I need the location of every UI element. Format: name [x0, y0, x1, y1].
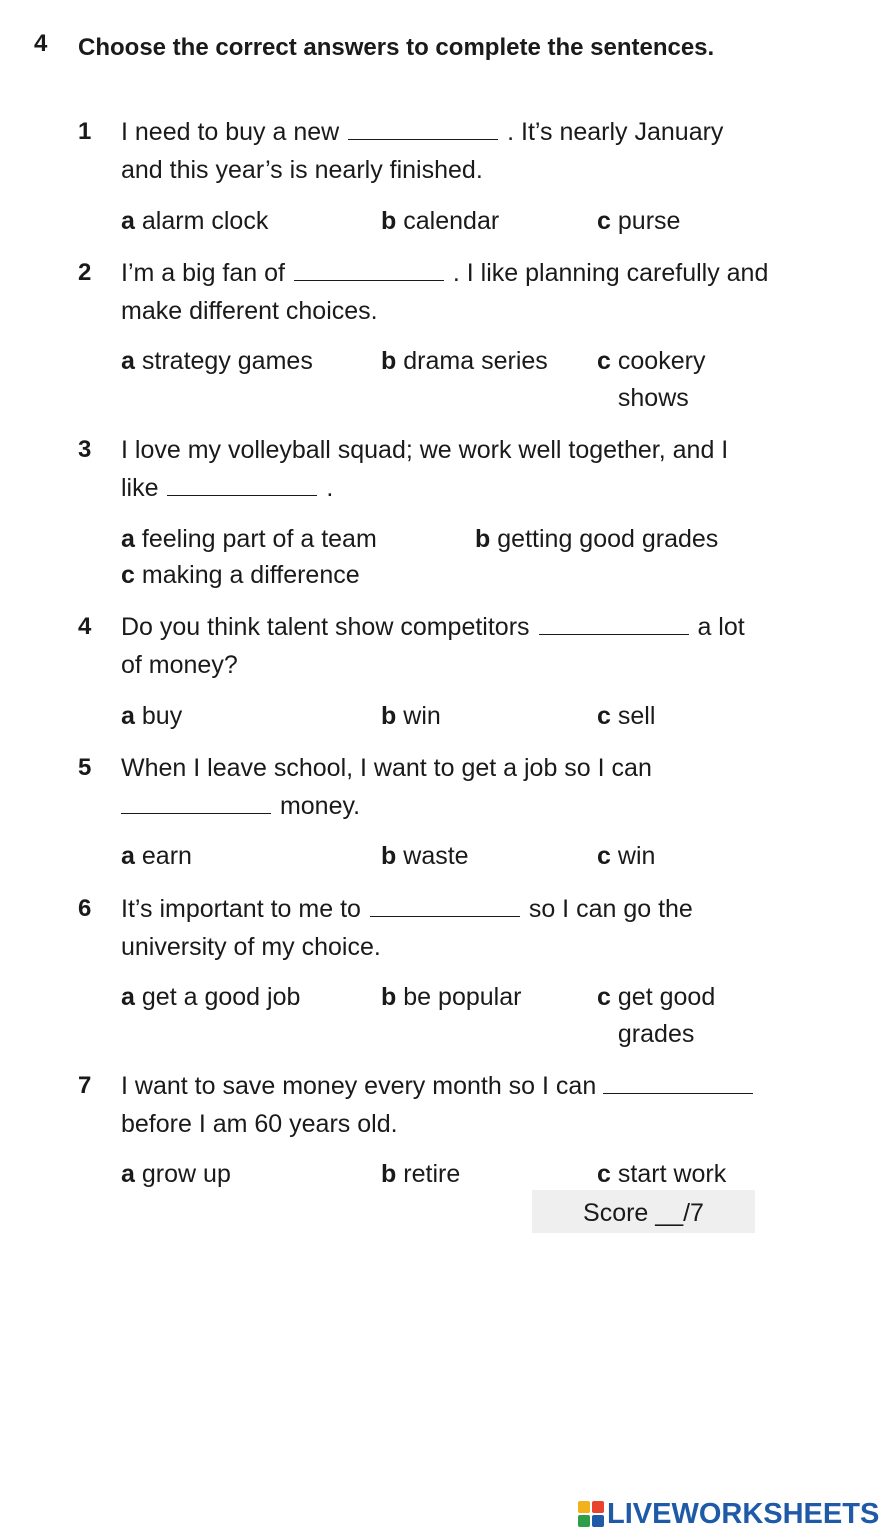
option-7a[interactable]: a grow up [121, 1160, 231, 1188]
option-2b[interactable]: b drama series [381, 347, 548, 375]
question-number: 2 [78, 259, 92, 286]
option-6b[interactable]: b be popular [381, 983, 522, 1011]
question-text: I want to save money every month so I can before I am 60 years old. [121, 1067, 771, 1143]
option-4a[interactable]: a buy [121, 702, 183, 730]
option-3b[interactable]: b getting good grades [475, 525, 719, 553]
question-text: It’s important to me to so I can go the university of my choice. [121, 895, 693, 961]
option-5c[interactable]: c win [597, 842, 656, 870]
answer-blank[interactable] [167, 473, 317, 496]
logo-blocks-icon [578, 1501, 604, 1527]
question-number: 7 [78, 1072, 92, 1099]
logo-text: LIVEWORKSHEETS [607, 1497, 880, 1530]
option-7c[interactable]: c start work [597, 1160, 727, 1188]
answer-blank[interactable] [370, 894, 520, 917]
option-7b[interactable]: b retire [381, 1160, 461, 1188]
question-number: 5 [78, 754, 92, 781]
option-2c[interactable]: c cookery shows [597, 347, 706, 412]
option-6a[interactable]: a get a good job [121, 983, 301, 1011]
score-box: Score __/7 [532, 1190, 755, 1233]
question-number: 1 [78, 118, 92, 145]
question-number: 3 [78, 436, 92, 463]
option-6c[interactable]: c get good grades [597, 983, 716, 1048]
option-2a[interactable]: a strategy games [121, 347, 313, 375]
option-5a[interactable]: a earn [121, 842, 192, 870]
option-1c[interactable]: c purse [597, 207, 681, 235]
answer-blank[interactable] [539, 612, 689, 635]
question-number: 6 [78, 895, 92, 922]
answer-blank[interactable] [603, 1071, 753, 1094]
question-text: I’m a big fan of . I like planning carefully and make different choices. [121, 259, 769, 325]
answer-blank[interactable] [348, 117, 498, 140]
question-text: I love my volleyball squad; we work well together, and I like . [121, 436, 729, 502]
question-text: I need to buy a new . It’s nearly January and this year’s is nearly finished. [121, 118, 724, 184]
exercise-instruction: Choose the correct answers to complete the sentences. [78, 34, 715, 61]
question-text: Do you think talent show competitors a lot of money? [121, 613, 745, 679]
option-5b[interactable]: b waste [381, 842, 469, 870]
answer-blank[interactable] [294, 258, 444, 281]
option-3a[interactable]: a feeling part of a team [121, 525, 377, 553]
option-1b[interactable]: b calendar [381, 207, 500, 235]
question-text: When I leave school, I want to get a job so I can money. [121, 754, 652, 820]
liveworksheets-logo [578, 1498, 879, 1530]
answer-blank[interactable] [121, 791, 271, 814]
option-1a[interactable]: a alarm clock [121, 207, 269, 235]
option-3c[interactable]: c making a difference [121, 561, 360, 589]
option-4c[interactable]: c sell [597, 702, 656, 730]
option-4b[interactable]: b win [381, 702, 441, 730]
question-number: 4 [78, 613, 92, 640]
exercise-number: 4 [34, 30, 48, 57]
